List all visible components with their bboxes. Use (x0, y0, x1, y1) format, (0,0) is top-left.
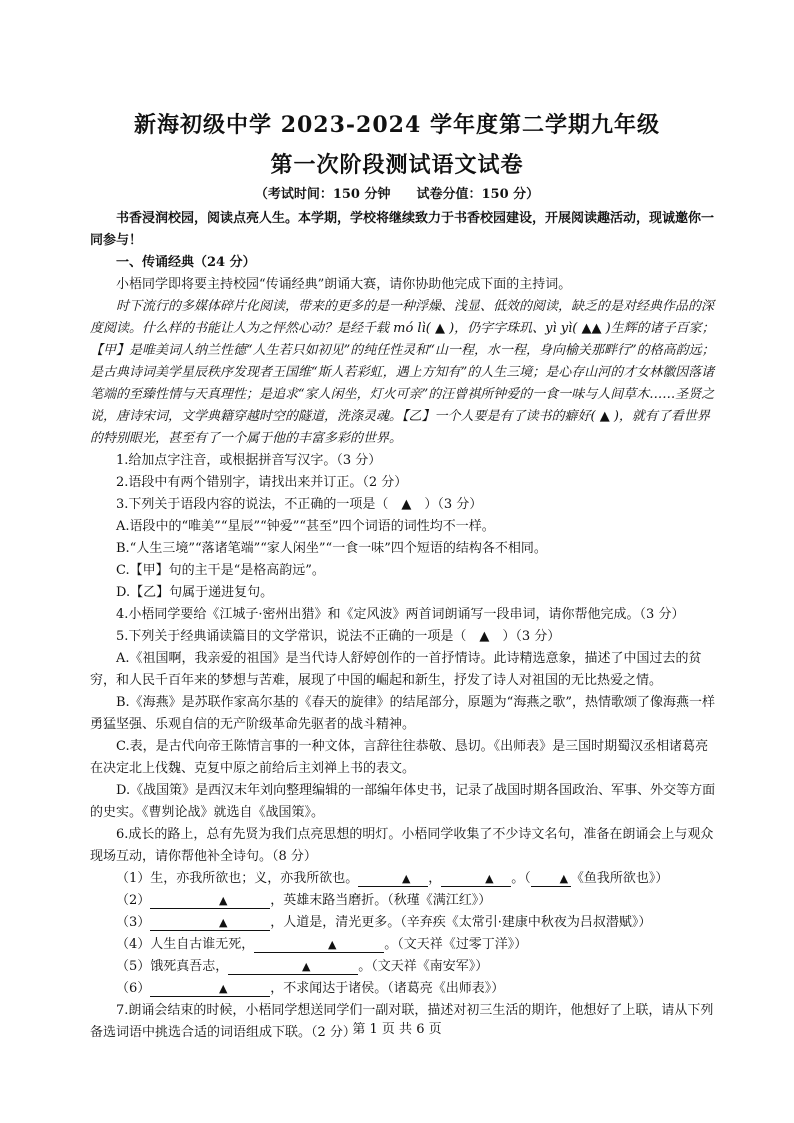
q5-option-a: A.《祖国啊，我亲爱的祖国》是当代诗人舒婷创作的一首抒情诗。此诗精选意象，描述了中国过去的贫穷，和人民千百年来的梦想与苦难，展现了中国的崛起和新生，抒发了诗人对祖国的无比热爱之情。 (90, 651, 702, 688)
question-5: 5.下列关于经典诵读篇目的文学常识，说法不正确的一项是（ ▲ ）（3 分） (116, 629, 561, 644)
question-2: 2.语段中有两个错别字，请找出来并订正。（2 分） (116, 475, 408, 490)
question-6: 6.成长的路上，总有先贤为我们点亮思想的明灯。小梧同学收集了不少诗文名句，准备在朗诵会上与观众现场互动，请你帮他补全诗句。（8 分） (90, 827, 714, 864)
question-3: 3.下列关于语段内容的说法，不正确的一项是（ ▲ ）（3 分） (116, 497, 483, 512)
answer-blank[interactable]: ▲ (531, 871, 571, 887)
exam-title: 新海初级中学 2023-2024 学年度第二学期九年级 (134, 112, 660, 138)
q3-option-a: A.语段中的“唯美”“星辰”“钟爱”“甚至”四个词语的词性均不一样。 (116, 519, 495, 534)
q5-option-b: B.《海燕》是苏联作家高尔基的《春天的旋律》的结尾部分，原题为“海燕之歌”，热情歌颂了像海燕一样勇猛坚强、乐观自信的无产阶级革命先驱者的战斗精神。 (90, 695, 715, 732)
q5-option-c: C.表，是古代向帝王陈情言事的一种文体，言辞往往恭敬、恳切。《出师表》是三国时期蜀汉丞相诸葛亮在决定北上伐魏、克复中原之前给后主刘禅上书的表文。 (90, 739, 709, 776)
q5-option-d: D.《战国策》是西汉末年刘向整理编辑的一部编年体史书，记录了战国时期各国政治、军事、外交等方面的史实。《曹刿论战》就选自《战国策》。 (90, 783, 716, 820)
q3-option-d: D.【乙】句属于递进复句。 (116, 585, 274, 600)
answer-blank[interactable]: ▲ (228, 959, 358, 975)
question-1: 1.给加点字注音，或根据拼音写汉字。（3 分） (116, 453, 382, 468)
page-footer: 第 1 页 共 6 页 (352, 1022, 442, 1037)
question-7: 7.朗诵会结束的时候，小梧同学想送同学们一副对联，描述对初三生活的期许，他想好了上联，请从下列备选词语中挑选合适的词语组成下联。（2 分） (90, 1003, 714, 1040)
q6-item-2: （2） ▲ ，英雄末路当磨折。（秋瑾《满江红》） (116, 893, 492, 908)
q3-option-b: B.“人生三境”“落诸笔端”“家人闲坐”“一食一味”四个短语的结构各不相同。 (116, 541, 547, 556)
question-4: 4.小梧同学要给《江城子·密州出猎》和《定风波》两首词朗诵写一段串词，请你帮他完成。（3 分） (116, 607, 685, 622)
exam-info: （考试时间：150 分钟 试卷分值：150 分） (254, 187, 540, 202)
intro-paragraph: 书香浸润校园，阅读点亮人生。本学期，学校将继续致力于书香校园建设，开展阅读趣活动，现诚邀你一同参与！ (90, 211, 715, 248)
exam-subtitle: 第一次阶段测试语文试卷 (270, 152, 524, 178)
q6-item-4: （4）人生自古谁无死， ▲ 。（文天祥《过零丁洋》） (116, 937, 528, 952)
answer-blank[interactable]: ▲ (150, 893, 270, 909)
section-lead: 小梧同学即将要主持校园“传诵经典”朗诵大赛，请你协助他完成下面的主持词。 (116, 277, 572, 292)
answer-blank[interactable]: ▲ (150, 915, 270, 931)
answer-blank[interactable]: ▲ (254, 937, 384, 953)
answer-blank[interactable]: ▲ (441, 871, 511, 887)
q6-item-5: （5）饿死真吾志， ▲ 。（文天祥《南安军》） (116, 959, 489, 974)
answer-blank[interactable]: ▲ (150, 981, 270, 997)
answer-blank[interactable]: ▲ (358, 871, 428, 887)
q6-item-3: （3） ▲ ，人道是，清光更多。（辛弃疾《太常引·建康中秋夜为吕叔潜赋》） (116, 915, 652, 930)
exam-body (90, 208, 720, 1044)
q3-option-c: C.【甲】句的主干是“是格高韵远”。 (116, 563, 325, 578)
q6-item-1: （1）生，亦我所欲也；义，亦我所欲也。 ▲ ， ▲ 。（ ▲ 《鱼我所欲也》） (116, 871, 669, 886)
reading-passage: 时下流行的多媒体碎片化阅读，带来的更多的是一种浮燥、浅显、低效的阅读，缺乏的是对经典作品的深度阅读。什么样的书能让人为之怦然心动？是经千载 mó lì( ▲ )，仍字字珠玑、yì yì( ▲▲ )生辉的诸子百家；【甲】是唯美词人纳兰性德“人生若只如初见”的纯任性灵和“山一程，水一程，身向榆关那畔行”的格高韵远；是古典诗词美学星辰秩序发现者王国维“斯人若彩虹，遇上方知有”的人生三境；是心存山河的才女林徽因落诸笔端的至臻性情与天真理性；是追求“家人闲坐，灯火可亲”的汪曾祺所钟爱的一食一味与人间草木……圣贤之说，唐诗宋词，文学典籍穿越时空的隧道，洗涤灵魂。【乙】一个人要是有了读书的癖好( ▲ )，就有了看世界的特别眼光，甚至有了一个属于他的丰富多彩的世界。 (90, 299, 715, 446)
section-heading: 一、传诵经典（24 分） (116, 255, 256, 270)
q6-item-6: （6） ▲ ，不求闻达于诸侯。（诸葛亮《出师表》） (116, 981, 505, 996)
